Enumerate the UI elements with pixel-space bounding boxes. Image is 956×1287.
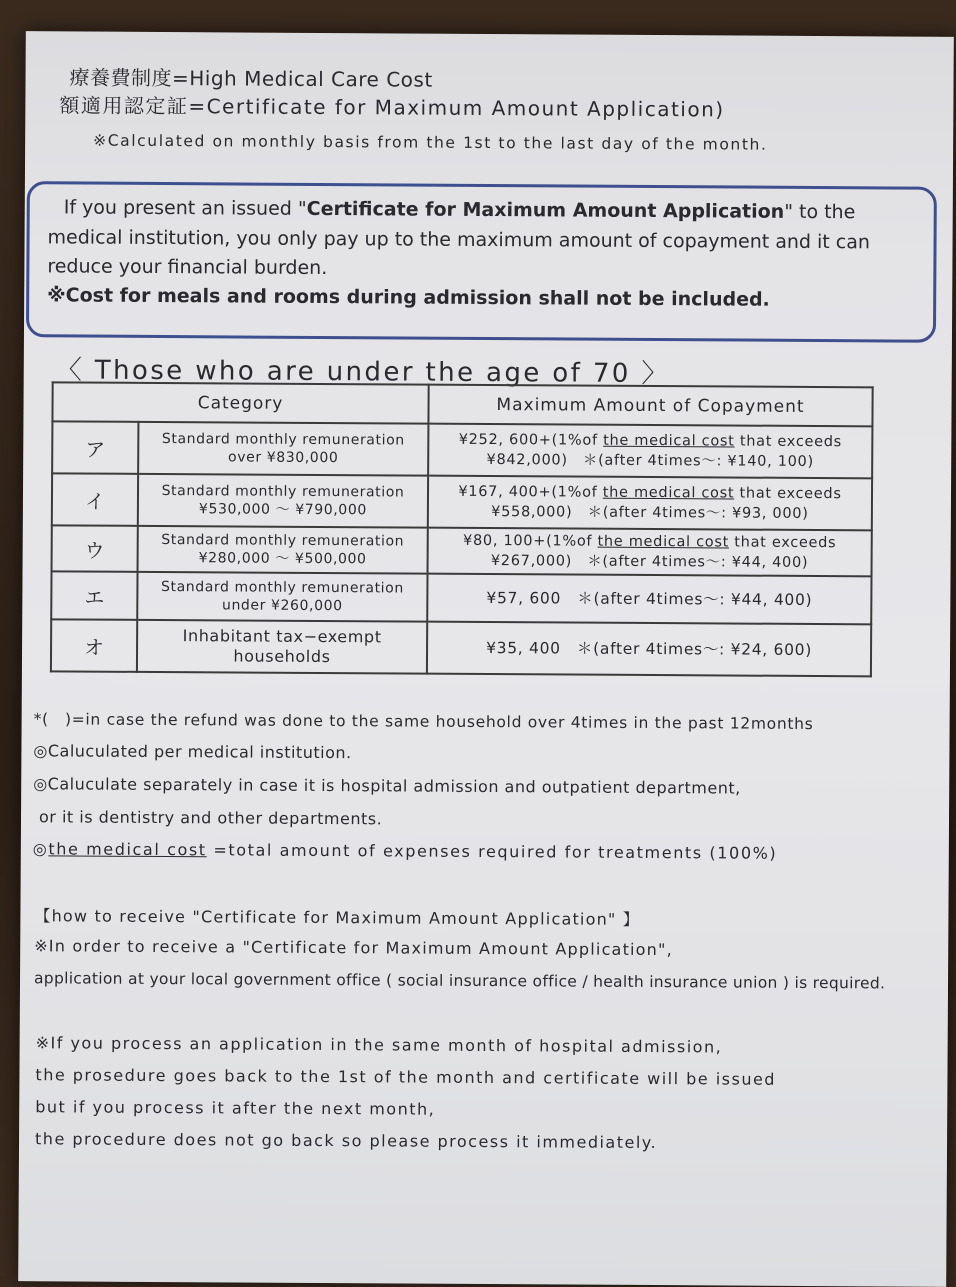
row-kana: エ [51, 571, 137, 620]
note-separate-calc-cont: or it is dentistry and other departments. [38, 807, 383, 829]
how-to-receive-heading: 【how to receive "Certificate for Maximum Amount Application" 】 [34, 906, 641, 929]
info-text: If you present an issued " [63, 196, 307, 220]
row-category [138, 474, 428, 528]
how-to-receive-line-1: ※In order to receive a "Certificate for Maximum Amount Application", [34, 936, 673, 960]
row-kana: イ [52, 473, 138, 526]
row-amount [428, 424, 872, 479]
category-line: under ¥260,000 [221, 597, 343, 615]
category-line: over ¥830,000 [228, 449, 339, 467]
amount-line: ¥267,000) ＊(after 4times〜: ¥44, 400) [490, 553, 809, 571]
row-kana: ア [52, 421, 138, 474]
category-line: Standard monthly remuneration [161, 532, 405, 550]
category-header: Category [52, 382, 428, 423]
table-row [52, 421, 872, 478]
category-line: ¥280,000 〜 ¥500,000 [198, 550, 367, 568]
category-line: Inhabitant tax−exempt [182, 626, 382, 647]
row-amount: ¥35, 400 ＊(after 4times〜: ¥24, 600) [427, 622, 871, 677]
row-kana: オ [51, 619, 137, 672]
title-line-2: 額適用認定証=Certificate for Maximum Amount Application) [59, 93, 725, 122]
row-category [138, 422, 428, 476]
process-note-3: but if you process it after the next month, [35, 1097, 436, 1119]
max-amount-header: Maximum Amount of Copayment [428, 385, 872, 427]
amount-line: ¥252, 600+(1%of the medical cost that exceeds [458, 431, 842, 451]
category-line: ¥530,000 〜 ¥790,000 [198, 501, 367, 519]
table-row [52, 473, 872, 530]
note-separate-calc: ◎Caluculate separately in case it is hospital admission and outpatient department, [33, 774, 741, 798]
table-row [52, 525, 872, 576]
info-line-4: ※Cost for meals and rooms during admission shall not be included. [47, 284, 770, 311]
row-amount [428, 476, 872, 531]
category-line: Standard monthly remuneration [160, 579, 404, 597]
document-sheet [18, 31, 954, 1287]
info-line-3: reduce your financial burden. [47, 255, 328, 280]
copayment-table [50, 381, 874, 677]
category-line: households [233, 646, 331, 667]
amount-line: ¥842,000) ＊(after 4times〜: ¥140, 100) [486, 451, 814, 470]
amount-line: ¥167, 400+(1%of the medical cost that exceeds [458, 483, 842, 503]
title-line-1: 療養費制度=High Medical Care Cost [69, 65, 433, 92]
table-row [51, 619, 871, 676]
age-section-heading: 〈 Those who are under the age of 70 〉 [55, 355, 670, 390]
category-line: Standard monthly remuneration [161, 483, 405, 501]
table-row [51, 571, 871, 624]
amount-line: ¥558,000) ＊(after 4times〜: ¥93, 000) [491, 504, 809, 522]
row-amount [428, 528, 872, 577]
note-medical-cost-definition: ◎the medical cost =total amount of expenses required for treatments (100%) [32, 839, 778, 863]
row-category [138, 526, 428, 574]
table-header-row [52, 382, 872, 426]
row-category [137, 620, 427, 674]
row-category [137, 572, 427, 622]
how-to-receive-line-2: application at your local government office ( social insurance office / health insurance union ) is required. [33, 969, 886, 993]
info-line-2: medical institution, you only pay up to the maximum amount of copayment and it can [47, 226, 871, 254]
row-kana: ウ [52, 525, 138, 572]
amount-line: ¥80, 100+(1%of the medical cost that exceeds [463, 532, 837, 552]
info-emphasis: Certificate for Maximum Amount Application [306, 197, 785, 223]
info-box [26, 181, 937, 343]
note-per-institution: ◎Caluculated per medical institution. [33, 741, 352, 763]
info-line-1 [64, 196, 856, 223]
process-note-1: ※If you process an application in the same month of hospital admission, [35, 1033, 723, 1057]
process-note-2: the prosedure goes back to the 1st of the month and certificate will be issued [35, 1065, 777, 1089]
info-text: " to the [784, 200, 856, 224]
row-amount: ¥57, 600 ＊(after 4times〜: ¥44, 400) [427, 574, 871, 625]
footnote-refund: *( )=in case the refund was done to the same household over 4times in the past 12months [33, 710, 814, 734]
process-note-4: the procedure does not go back so please process it immediately. [35, 1129, 658, 1153]
calculation-note: ※Calculated on monthly basis from the 1st to the last day of the month. [93, 131, 768, 154]
category-line: Standard monthly remuneration [161, 431, 405, 449]
